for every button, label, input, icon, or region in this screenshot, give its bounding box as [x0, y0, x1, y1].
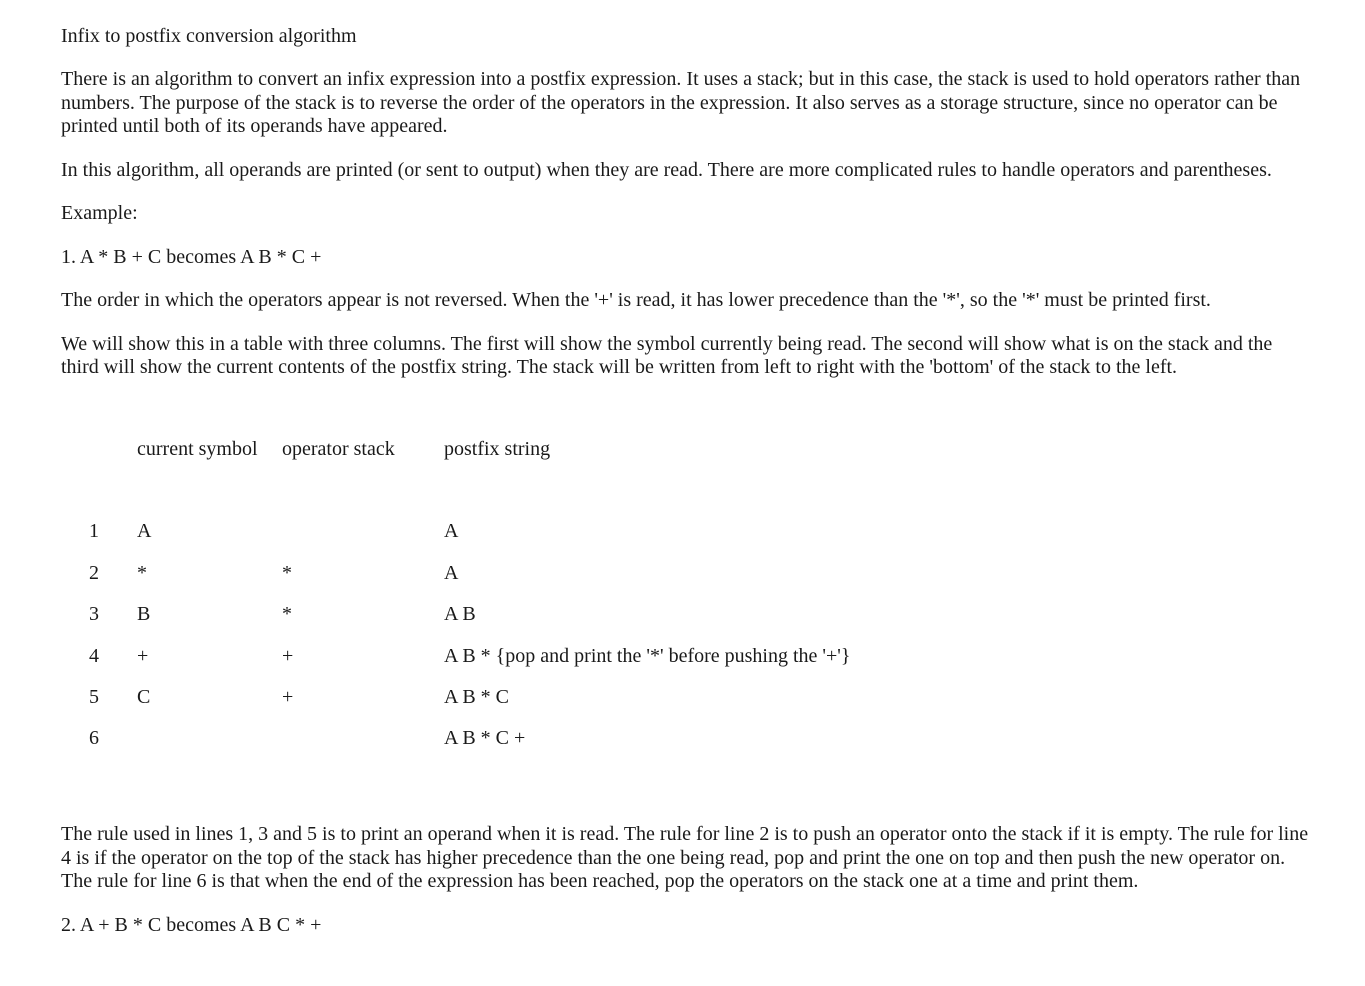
row-symbol: * — [137, 562, 147, 584]
intro-paragraph: There is an algorithm to convert an infix expression into a postfix expression. It uses a stack; but in this case, the stack is used to hold operators rather than numbers. The purpose of the stack is to reverse the order of the operators in the expression. It also serves as a storage structure, since no operator can be printed until both of its operands have appeared. — [61, 68, 1301, 137]
row-number: 3 — [89, 603, 99, 625]
row-postfix: A — [444, 562, 459, 584]
row-number: 4 — [89, 645, 99, 667]
row-stack: + — [282, 645, 294, 667]
example-label: Example: — [61, 202, 138, 224]
row-number: 6 — [89, 727, 99, 749]
closing-section — [61, 823, 1311, 957]
order-paragraph: The order in which the operators appear is not reversed. When the '+' is read, it has lower precedence than the '*', so the '*' must be printed first. — [61, 289, 1211, 311]
row-stack: * — [282, 603, 292, 625]
example-2-heading: 2. A + B * C becomes A B C * + — [61, 913, 322, 936]
document-body — [61, 24, 1311, 400]
row-symbol: A — [137, 520, 152, 542]
row-postfix: A B — [444, 603, 476, 625]
header-postfix-string: postfix string — [444, 438, 551, 460]
row-stack: * — [282, 562, 292, 584]
row-number: 1 — [89, 520, 99, 542]
row-number: 2 — [89, 562, 99, 584]
row-symbol: B — [137, 603, 151, 625]
row-symbol: C — [137, 686, 151, 708]
header-current-symbol: current symbol — [137, 438, 258, 460]
table-intro-paragraph: We will show this in a table with three columns. The first will show the symbol currently being read. The second will show what is on the stack and the third will show the current contents of the postfix string. The stack will be written from left to right with the 'bottom' of the stack to the left. — [61, 332, 1273, 378]
row-postfix: A B * C + — [444, 727, 526, 749]
row-stack: + — [282, 686, 294, 708]
example-1-heading: 1. A * B + C becomes A B * C + — [61, 245, 322, 268]
rules-paragraph: The rule used in lines 1, 3 and 5 is to print an operand when it is read. The rule for line 2 is to push an operator onto the stack if it is empty. The rule for line 4 is if the operator on the top of the stack has higher precedence than the one being read, pop and print the one on top and then push the new operator on. The rule for line 6 is that when the end of the expression has been reached, pop the operators on the stack one at a time and print them. — [61, 823, 1309, 892]
operands-paragraph: In this algorithm, all operands are printed (or sent to output) when they are read. There are more complicated rules to handle operators and parentheses. — [61, 158, 1272, 181]
header-operator-stack: operator stack — [282, 438, 395, 460]
row-postfix: A — [444, 520, 459, 542]
row-number: 5 — [89, 686, 99, 708]
page-title: Infix to postfix conversion algorithm — [61, 25, 357, 47]
row-postfix: A B * {pop and print the '*' before pushing the '+'} — [444, 645, 851, 667]
row-postfix: A B * C — [444, 686, 510, 708]
row-symbol: + — [137, 645, 149, 667]
